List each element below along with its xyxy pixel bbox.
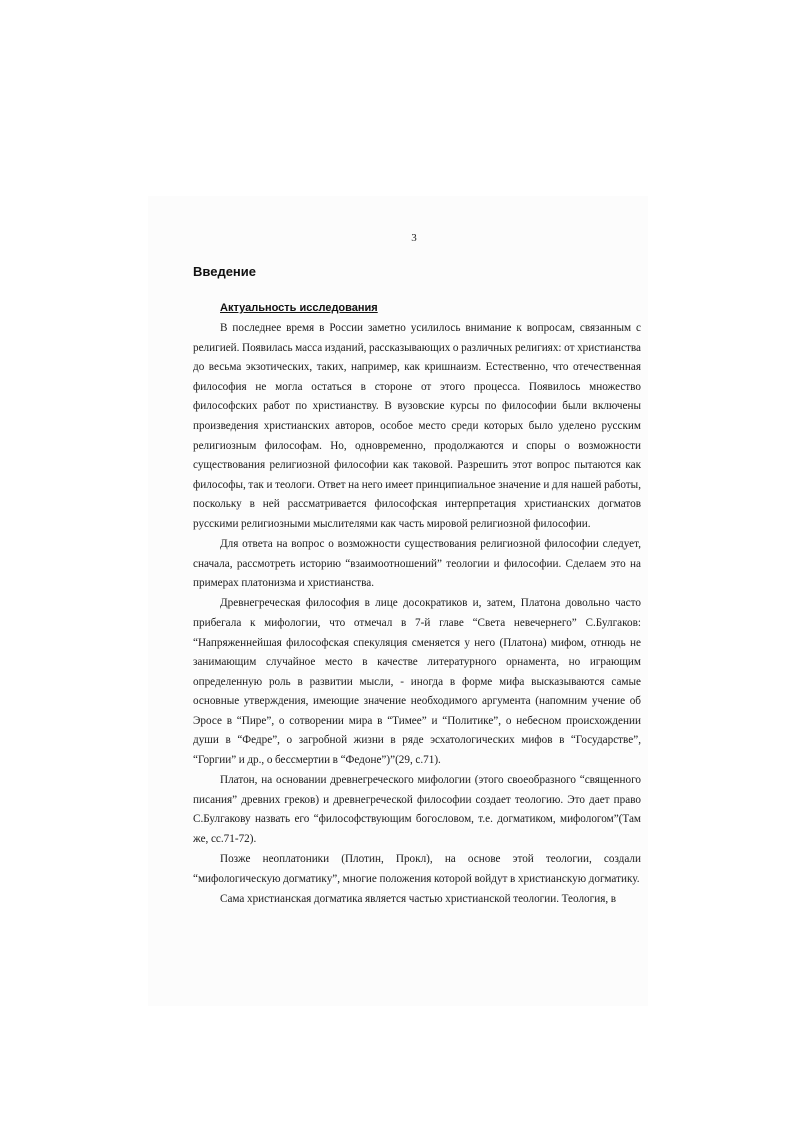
paragraph: Платон, на основании древнегреческого мифологии (этого своеобразного “священного писания” древних греков) и древнегреческой философии создает теологию. Это дает право С.Булгакову назвать его “философствующим богословом, т.е. догматиком, мифологом”(Там же, сс.71-72). bbox=[193, 774, 641, 845]
subsection-title: Актуальность исследования bbox=[220, 302, 378, 314]
paragraph: Древнегреческая философия в лице досократиков и, затем, Платона довольно часто прибегала к мифологии, что отмечал в 7-й главе “Света невечернего” С.Булгаков: “Напряженнейшая философская спекуляция сменяется у него (Платона) мифом, отнюдь не занимающим случайное место в качестве литературного орнамента, но играющим определенную роль в развитии мысли, - иногда в форме мифа высказываются самые основные утверждения, имеющие значение необходимого аргумента (напомним учение об Эросе в “Пире”, о сотворении мира в “Тимее” и “Политике”, о небесном происхождении души в “Федре”, о загробной жизни в ряде эсхатологических мифов в “Государстве”, “Горгии” и др., о бессмертии в “Федоне”)”(29, с.71). bbox=[193, 597, 641, 767]
paragraph: В последнее время в России заметно усилилось внимание к вопросам, связанным с религией. Появилась масса изданий, рассказывающих о различных религиях: от христианства до весьма экзотических, таких, например, как кришнаизм. Естественно, что отечественная философия не могла остаться в стороне от этого процесса. Появилось множество философских работ по христианству. В вузовские курсы по философии были включены произведения христианских авторов, особое место среди которых было уделено русским религиозным философам. Но, одновременно, продолжаются и споры о возможности существования религиозной философии как таковой. Разрешить этот вопрос пытаются как философы, так и теологи. Ответ на него имеет принципиальное значение и для нашей работы, поскольку в ней рассматривается философская интерпретация христианских догматов русскими религиозными мыслителями как часть мировой религиозной философии. bbox=[193, 322, 641, 530]
section-title: Введение bbox=[193, 264, 256, 279]
page-number: 3 bbox=[411, 232, 417, 244]
paragraph: Сама христианская догматика является частью христианской теологии. Теология, в bbox=[220, 892, 617, 905]
paragraph: Позже неоплатоники (Плотин, Прокл), на основе этой теологии, создали “мифологическую догматику”, многие положения которой войдут в христианскую догматику. bbox=[193, 853, 641, 885]
body-text bbox=[193, 319, 641, 910]
paragraph: Для ответа на вопрос о возможности существования религиозной философии следует, сначала, рассмотреть историю “взаимоотношений” теологии и философии. Сделаем это на примерах платонизма и христианства. bbox=[193, 538, 641, 590]
